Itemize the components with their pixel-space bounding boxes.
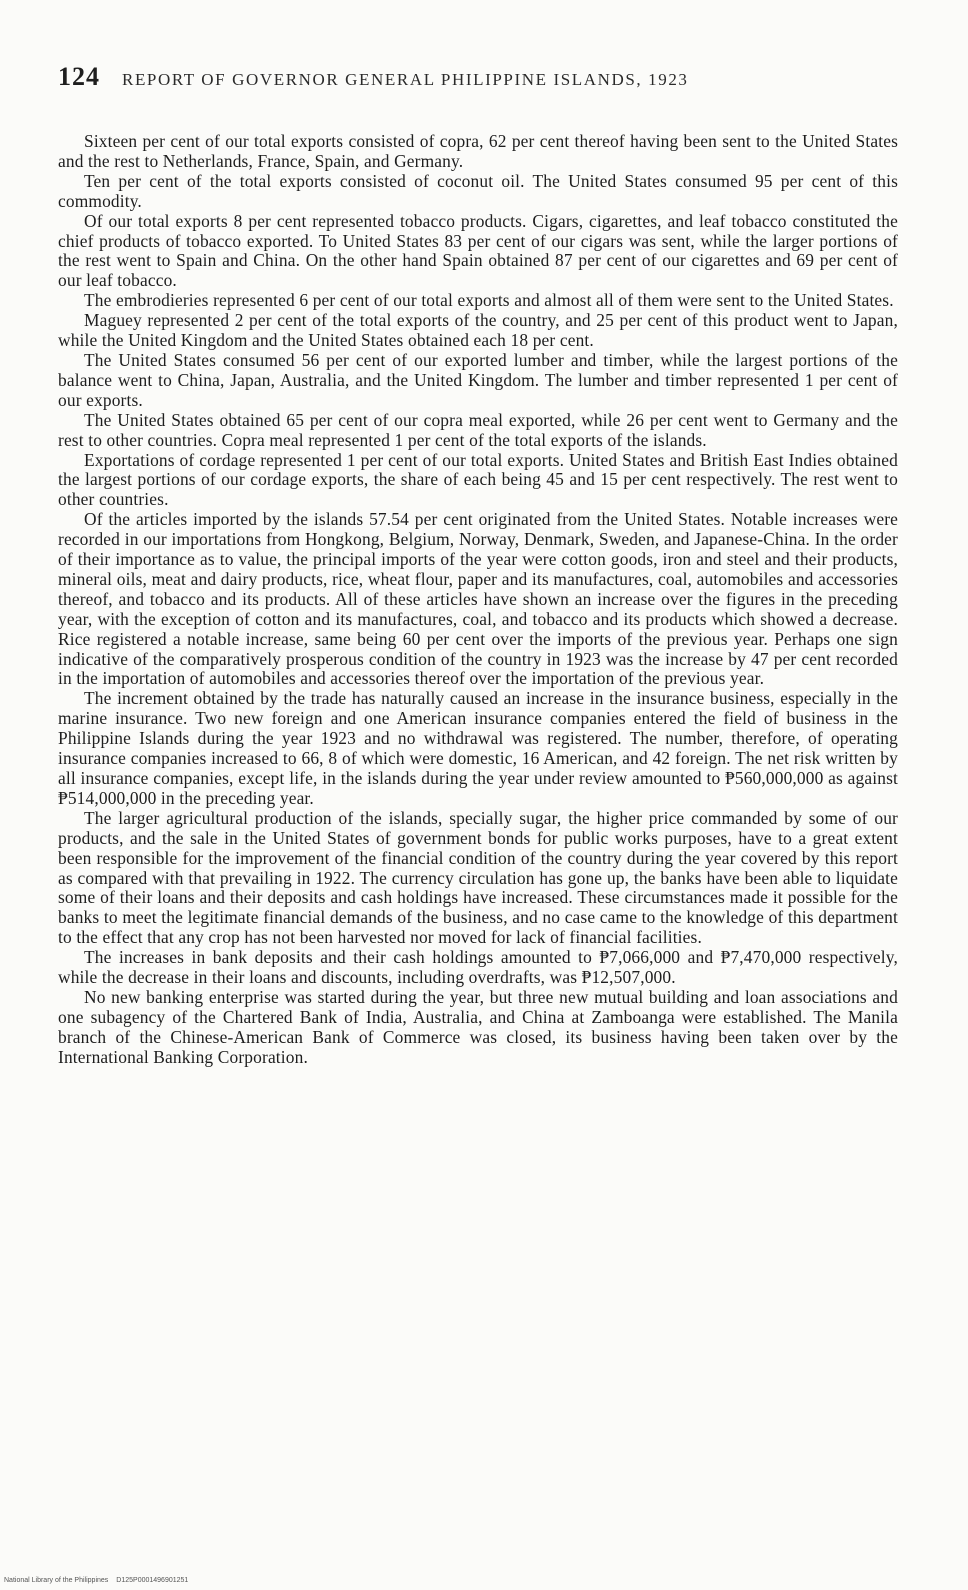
document-page — [58, 62, 898, 1068]
paragraph: Exportations of cordage represented 1 per cent of our total exports. United States and British East Indies obtained the largest portions of our cordage exports, the share of each being 45 and 15 per cent respectively. The rest went to other countries. — [58, 449, 898, 510]
paragraph: Of our total exports 8 per cent represented tobacco products. Cigars, cigarettes, and leaf tobacco constituted the chief products of tobacco exported. To United States 83 per cent of our cigars was sent, while the larger portions of the rest went to Spain and China. On the other hand Spain obtained 87 per cent of our cigarettes and 69 per cent of our leaf tobacco. — [58, 210, 898, 291]
library-credit: National Library of the Philippines — [4, 1577, 109, 1584]
paragraph: The embrodieries represented 6 per cent of our total exports and almost all of them were sent to the United States. — [84, 290, 894, 311]
paragraph: The United States obtained 65 per cent of our copra meal exported, while 26 per cent went to Germany and the rest to other countries. Copra meal represented 1 per cent of the total exports of the islands. — [58, 409, 898, 450]
paragraph: Of the articles imported by the islands 57.54 per cent originated from the United States. Notable increases were recorded in our importations from Hongkong, Belgium, Norway, Denmark, Sweden, and Japanese-China. In the order of their importance as to value, the principal imports of the year were cotton goods, iron and steel and their products, mineral oils, meat and dairy products, rice, wheat flour, paper and its manufactures, coal, automobiles and accessories thereof, and tobacco and its products. All of these articles have shown an increase over the figures in the preceding year, with the exception of cotton and its manufactures, coal, and tobacco and its products which showed a decrease. Rice registered a notable increase, same being 60 per cent over the imports of the previous year. Perhaps one sign indicative of the comparatively prosperous condition of the country in 1923 was the increase by 47 per cent recorded in the importation of automobiles and accessories thereof over the importation of the previous year. — [58, 509, 898, 689]
paragraph: Sixteen per cent of our total exports consisted of copra, 62 per cent thereof having been sent to the United States and the rest to Netherlands, France, Spain, and Germany. — [58, 131, 898, 171]
paragraph: The increases in bank deposits and their cash holdings amounted to ₱7,066,000 and ₱7,470,000 respectively, while the decrease in their loans and discounts, including overdrafts, was ₱12,507,000. — [58, 947, 898, 988]
page-number: 124 — [58, 62, 100, 91]
paragraph: The United States consumed 56 per cent of our exported lumber and timber, while the largest portions of the balance went to China, Japan, Australia, and the United Kingdom. The lumber and timber represented 1 per cent of our exports. — [58, 349, 898, 410]
scan-footer — [4, 1577, 188, 1584]
paragraph: Maguey represented 2 per cent of the total exports of the country, and 25 per cent of this product went to Japan, while the United Kingdom and the United States obtained each 18 per cent. — [58, 310, 898, 351]
scan-code: D125P0001496901251 — [116, 1577, 189, 1584]
paragraph: Ten per cent of the total exports consisted of coconut oil. The United States consumed 95 per cent of this commodity. — [58, 170, 898, 211]
paragraph: The larger agricultural production of the islands, specially sugar, the higher price commanded by some of our products, and the sale in the United States of government bonds for public works purposes, have to a great extent been responsible for the improvement of the financial condition of the country during the year covered by this report as compared with that prevailing in 1922. The currency circulation has gone up, the banks have been able to liquidate some of their loans and their deposits and cash holdings have increased. These circumstances made it possible for the banks to meet the legitimate financial demands of the business, and no case came to the knowledge of this department to the effect that any crop has not been harvested nor moved for lack of financial facilities. — [58, 807, 898, 948]
page-header — [58, 62, 898, 92]
running-title: REPORT OF GOVERNOR GENERAL PHILIPPINE ISLANDS, 1923 — [122, 70, 689, 89]
paragraph: No new banking enterprise was started during the year, but three new mutual building and loan associations and one subagency of the Chartered Bank of India, Australia, and China at Zamboanga were established. The Manila branch of the Chinese-American Bank of Commerce was closed, its business having been taken over by the International Banking Corporation. — [58, 986, 898, 1067]
paragraph: The increment obtained by the trade has naturally caused an increase in the insurance business, especially in the marine insurance. Two new foreign and one American insurance companies entered the field of business in the Philippine Islands during the year 1923 and no withdrawal was registered. The number, therefore, of operating insurance companies increased to 66, 8 of which were domestic, 16 American, and 42 foreign. The net risk written by all insurance companies, except life, in the islands during the year under review amounted to ₱560,000,000 as against ₱514,000,000 in the preceding year. — [58, 688, 898, 808]
body-text — [58, 132, 898, 1068]
